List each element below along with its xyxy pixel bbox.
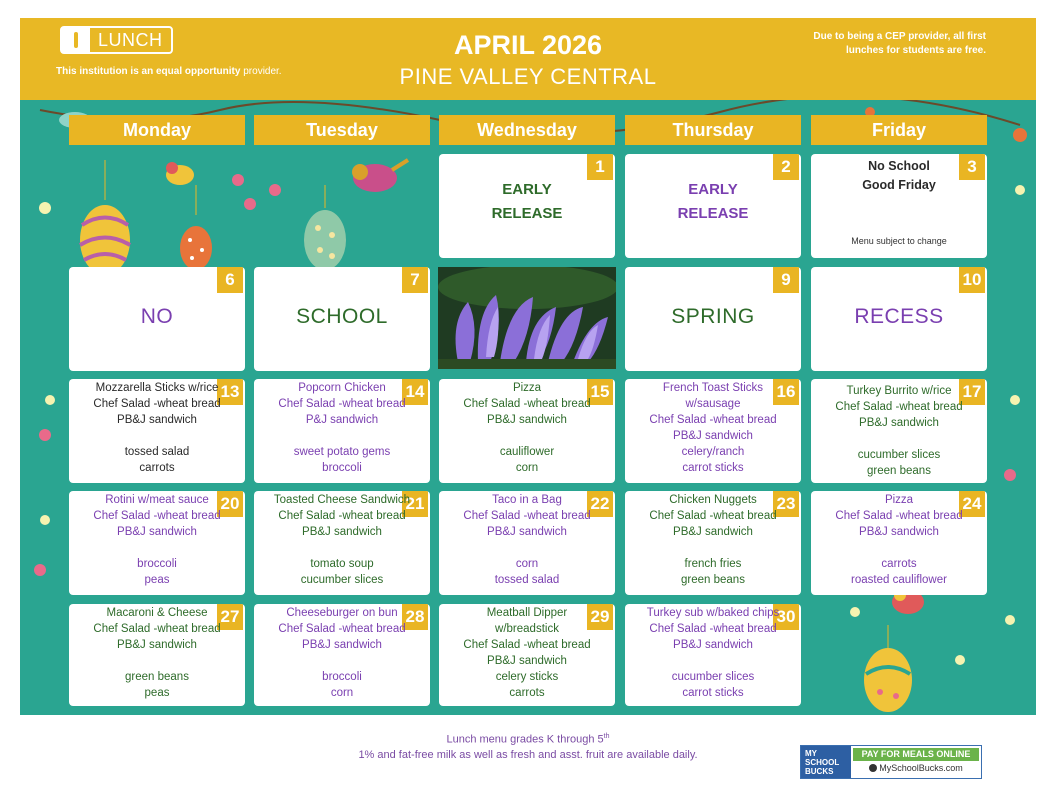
bird-icon [166,162,194,185]
menu-entree: Meatball Dipper [486,607,568,619]
day-number: 1 [587,154,613,180]
menu-side: corn [515,462,539,474]
menu-list [627,380,799,476]
menu-subject-note: Menu subject to change [851,236,947,246]
menu-side: carrots [509,687,545,699]
menu-line: PB&J sandwich [117,639,197,651]
menu-spacer [441,428,613,444]
menu-line: PB&J sandwich [859,526,939,538]
day-number: 14 [402,379,428,405]
day-cell-22 [439,491,615,595]
menu-line: PB&J sandwich [487,526,567,538]
menu-side: carrot sticks [682,687,744,699]
menu-side: carrots [139,462,175,474]
menu-list [441,492,613,588]
menu-line: Chef Salad -wheat bread [649,414,777,426]
menu-side: cucumber slices [671,671,755,683]
menu-line: PB&J sandwich [859,417,939,429]
day-number: 2 [773,154,799,180]
menu-entree: Pizza [884,494,914,506]
grades-note-superscript: th [603,733,610,740]
menu-list [627,605,799,701]
spring-recess-word: NO [140,305,174,328]
day-cell-29 [439,604,615,706]
easter-egg-icon [304,185,346,270]
menu-spacer [71,653,243,669]
day-cell-9 [625,267,801,371]
menu-list [627,492,799,588]
crocus-flowers-image [438,267,616,369]
menu-list [441,605,613,701]
day-cell-16 [625,379,801,483]
menu-line: PB&J sandwich [302,639,382,651]
pay-online-tagline: PAY FOR MEALS ONLINE [853,748,979,761]
menu-line: Chef Salad -wheat bread [93,510,221,522]
menu-entree: Turkey sub w/baked chips [646,607,780,619]
menu-line: PB&J sandwich [302,526,382,538]
menu-spacer [627,653,799,669]
day-cell-17 [811,379,987,483]
menu-entree: Macaroni & Cheese [106,607,208,619]
menu-line: PB&J sandwich [673,639,753,651]
myschoolbucks-url[interactable] [853,763,979,773]
menu-list [813,492,985,588]
header-banner [20,18,1036,100]
menu-side: tossed salad [124,446,190,458]
menu-line: Chef Salad -wheat bread [649,510,777,522]
day-number: 9 [773,267,799,293]
day-cell-3 [811,154,987,258]
myschoolbucks-badge[interactable] [800,745,982,779]
no-school-text [811,157,987,195]
early-release-line1: EARLY [688,181,738,198]
day-number: 28 [402,604,428,630]
menu-side: celery sticks [495,671,559,683]
day-number: 30 [773,604,799,630]
menu-entree: Pizza [512,382,542,394]
menu-list [256,492,428,588]
menu-line: PB&J sandwich [117,526,197,538]
menu-side: carrots [881,558,917,570]
day-header-monday: Monday [69,115,245,145]
no-school-line2: Good Friday [862,178,936,192]
menu-spacer [71,540,243,556]
menu-line: Chef Salad -wheat bread [649,623,777,635]
easter-egg-icon [180,185,212,270]
menu-list [441,380,613,476]
spring-recess-word: RECESS [854,305,944,328]
menu-line: PB&J sandwich [487,414,567,426]
equal-opportunity-rest: provider. [243,66,282,77]
no-school-line1: No School [868,159,930,173]
menu-line: Chef Salad -wheat bread [93,623,221,635]
early-release-text [439,178,615,226]
menu-side: tomato soup [310,558,374,570]
menu-entree: French Toast Sticks [662,382,764,394]
menu-side: corn [515,558,539,570]
bird-icon [352,160,408,192]
day-number: 24 [959,491,985,517]
grades-note [0,733,1056,746]
menu-entree: Turkey Burrito w/rice [846,385,952,397]
day-number: 22 [587,491,613,517]
menu-line: Chef Salad -wheat bread [835,401,963,413]
menu-entree: Popcorn Chicken [298,382,386,394]
day-number: 21 [402,491,428,517]
menu-side: corn [330,687,354,699]
menu-line: w/sausage [685,398,741,410]
menu-line: PB&J sandwich [487,655,567,667]
menu-list [256,380,428,476]
menu-side: green beans [867,465,931,477]
menu-list [71,492,243,588]
menu-side: french fries [684,558,742,570]
menu-line: PB&J sandwich [673,430,753,442]
day-header-tuesday: Tuesday [254,115,430,145]
day-number: 3 [959,154,985,180]
lunch-logo [60,26,173,54]
equal-opportunity-note [56,66,282,77]
school-name: PINE VALLEY CENTRAL [399,64,657,89]
easter-egg-icon [864,625,912,712]
day-cell-28 [254,604,430,706]
menu-entree: Taco in a Bag [492,494,562,506]
crocus-flowers-illustration [438,267,616,369]
menu-side: cucumber slices [300,574,384,586]
menu-line: P&J sandwich [305,414,379,426]
day-cell-10 [811,267,987,371]
menu-spacer [441,540,613,556]
day-number: 27 [217,604,243,630]
menu-line: Chef Salad -wheat bread [278,398,406,410]
menu-entree: Cheeseburger on bun [286,607,398,619]
menu-side: broccoli [322,462,362,474]
menu-line: Chef Salad -wheat bread [93,398,221,410]
menu-side: broccoli [137,558,177,570]
day-header-wednesday: Wednesday [439,115,615,145]
menu-side: green beans [681,574,745,586]
day-number: 10 [959,267,985,293]
day-number: 16 [773,379,799,405]
menu-line: Chef Salad -wheat bread [835,510,963,522]
menu-list [71,605,243,701]
menu-spacer [256,428,428,444]
day-number: 6 [217,267,243,293]
myschoolbucks-url-text: MySchoolBucks.com [879,763,963,773]
early-release-line2: RELEASE [677,205,749,222]
menu-side: tossed salad [494,574,560,586]
menu-spacer [627,540,799,556]
day-cell-14 [254,379,430,483]
day-cell-2 [625,154,801,258]
menu-list [71,380,243,476]
menu-line: Chef Salad -wheat bread [278,623,406,635]
menu-list [813,383,985,479]
day-number: 7 [402,267,428,293]
menu-list [256,605,428,701]
day-header-friday: Friday [811,115,987,145]
menu-side: peas [144,574,170,586]
day-cell-15 [439,379,615,483]
menu-side: carrot sticks [682,462,744,474]
day-cell-7 [254,267,430,371]
menu-side: broccoli [322,671,362,683]
menu-line: PB&J sandwich [673,526,753,538]
day-cell-1 [439,154,615,258]
early-release-text [625,178,801,226]
early-release-line2: RELEASE [491,205,563,222]
menu-line: Chef Salad -wheat bread [463,398,591,410]
menu-entree: Chicken Nuggets [669,494,757,506]
menu-entree: Toasted Cheese Sandwich [273,494,411,506]
globe-icon [869,764,877,772]
menu-spacer [813,540,985,556]
menu-side: roasted cauliflower [851,574,947,586]
menu-side: cauliflower [499,446,555,458]
menu-spacer [256,653,428,669]
day-number: 13 [217,379,243,405]
menu-line: Chef Salad -wheat bread [278,510,406,522]
menu-entree: Rotini w/meat sauce [105,494,209,506]
menu-entree: Mozzarella Sticks w/rice [95,382,219,394]
day-cell-27 [69,604,245,706]
day-number: 29 [587,604,613,630]
day-cell-23 [625,491,801,595]
day-number: 17 [959,379,985,405]
menu-side: sweet potato gems [293,446,391,458]
menu-spacer [71,428,243,444]
grades-note-text: Lunch menu grades K through 5 [446,733,604,746]
day-number: 23 [773,491,799,517]
menu-spacer [813,431,985,447]
easter-egg-icon [80,160,130,275]
fork-icon [62,28,90,52]
spring-recess-word: SCHOOL [296,305,388,328]
day-number: 20 [217,491,243,517]
myschoolbucks-logo: MY SCHOOL BUCKS [801,746,851,778]
menu-side: cucumber slices [857,449,941,461]
spring-recess-word: SPRING [671,305,755,328]
day-cell-24 [811,491,987,595]
menu-spacer [256,540,428,556]
menu-side: celery/ranch [681,446,745,458]
menu-side: green beans [125,671,189,683]
menu-line: Chef Salad -wheat bread [463,510,591,522]
menu-side: peas [144,687,170,699]
day-cell-21 [254,491,430,595]
day-cell-13 [69,379,245,483]
day-cell-30 [625,604,801,706]
day-number: 15 [587,379,613,405]
menu-line: Chef Salad -wheat bread [463,639,591,651]
menu-line: w/breadstick [495,623,559,635]
early-release-line1: EARLY [502,181,552,198]
month-title: APRIL 2026 [453,30,603,60]
milk-fruit-note: 1% and fat-free milk as well as fresh and asst. fruit are available daily. [358,749,698,761]
day-header-thursday: Thursday [625,115,801,145]
lunch-logo-text: LUNCH [98,30,163,50]
menu-line: PB&J sandwich [117,414,197,426]
cep-note: Due to being a CEP provider, all first lunches for students are free. [813,31,986,56]
day-cell-20 [69,491,245,595]
equal-opportunity-bold: This institution is an equal opportunity [56,66,241,77]
day-cell-6 [69,267,245,371]
